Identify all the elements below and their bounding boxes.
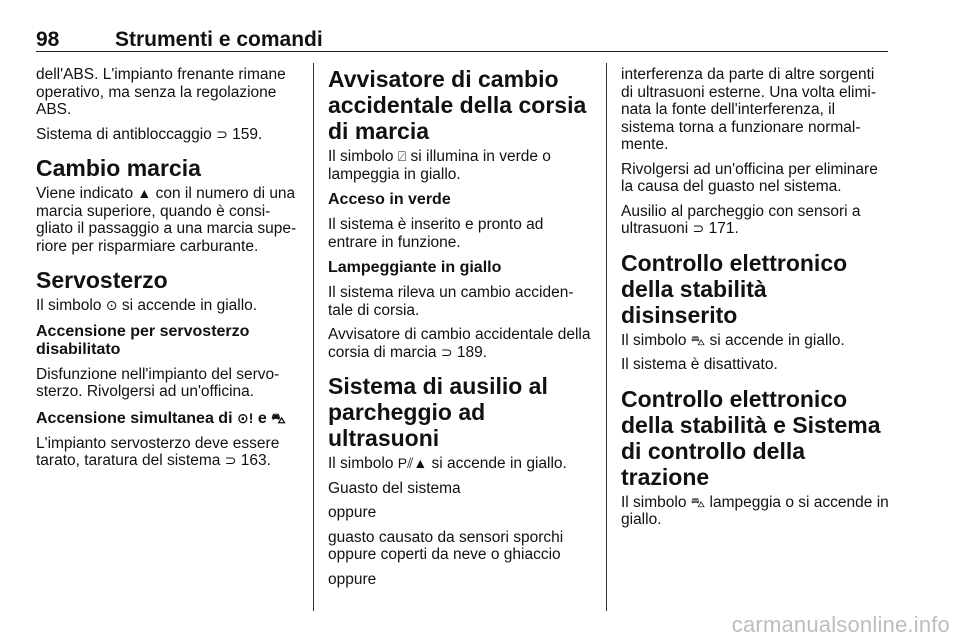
page-reference-link[interactable]: 163. xyxy=(240,452,271,469)
subheading: Accensione per servosterzo disabilitato xyxy=(36,322,250,358)
paragraph: Il sistema è inserito e pronto ad entrare in funzione. xyxy=(328,216,544,251)
section-heading: Controllo elettronico della stabilità disinserito xyxy=(621,249,848,328)
esc-icon: ⛍ xyxy=(271,409,286,426)
section-heading: Controllo elettronico della stabilità e Sistema di controllo della trazione xyxy=(621,385,881,490)
paragraph: L'impianto servosterzo deve essere tarato, taratura del sistema ⊃ 163. xyxy=(36,434,280,469)
subheading: Acceso in verde xyxy=(328,191,451,208)
page-header xyxy=(36,28,888,52)
lane-departure-icon: ⍁ xyxy=(397,148,407,164)
page-number: 98 xyxy=(36,28,60,51)
section-heading: Sistema di ausilio al parcheggio ad ultrasuoni xyxy=(328,373,548,451)
column-divider-2 xyxy=(606,63,607,611)
paragraph: Il simbolo P⫽▲ si accende in giallo. xyxy=(328,455,567,472)
steering-warning-icon: ⊙! xyxy=(236,409,254,426)
chapter-title: Strumenti e comandi xyxy=(115,28,323,51)
paragraph: Il simbolo ⊙ si accende in giallo. xyxy=(36,297,258,314)
esc-icon: ⛍ xyxy=(690,493,706,510)
paragraph: dell'ABS. L'impianto frenante rimane operativo, ma senza la regolazione ABS. xyxy=(36,66,286,118)
reference-arrow-icon: ⊃ xyxy=(692,220,705,236)
paragraph: guasto causato da sensori sporchi oppure coperti da neve o ghiaccio xyxy=(328,528,564,563)
page-reference-link[interactable]: 159. xyxy=(232,125,263,143)
paragraph: Viene indicato ▲ con il numero di una marcia superiore, quando è consi-gliato il passaggio a una marcia supe-riore per risparmiare carburante. xyxy=(36,185,297,255)
page-reference-link[interactable]: 171. xyxy=(708,220,739,237)
column-2 xyxy=(328,66,596,595)
paragraph: Rivolgersi ad un'officina per eliminare la causa del guasto nel sistema. xyxy=(621,160,878,195)
paragraph: oppure xyxy=(328,570,377,588)
watermark: carmanualsonline.info xyxy=(731,612,950,637)
subheading: Accensione simultanea di ⊙! e ⛍ xyxy=(36,409,286,427)
paragraph: Guasto del sistema xyxy=(328,479,461,497)
section-heading: Avvisatore di cambio accidentale della corsia di marcia xyxy=(328,66,587,144)
section-heading: Servosterzo xyxy=(36,267,168,293)
upshift-triangle-icon: ▲ xyxy=(137,185,152,201)
paragraph: oppure xyxy=(328,504,377,521)
paragraph: Il sistema è disattivato. xyxy=(621,356,778,373)
paragraph: Avvisatore di cambio accidentale della corsia di marcia ⊃ 189. xyxy=(328,326,591,361)
page-reference-link[interactable]: 189. xyxy=(456,343,488,361)
esc-off-icon: ⛍ xyxy=(690,331,706,348)
reference-arrow-icon: ⊃ xyxy=(224,452,237,468)
column-1 xyxy=(36,66,304,477)
section-heading: Cambio marcia xyxy=(36,155,201,181)
paragraph: Il sistema rileva un cambio acciden-tale di corsia. xyxy=(328,284,574,319)
header-rule xyxy=(36,51,888,52)
paragraph: Sistema di antibloccaggio ⊃ 159. xyxy=(36,125,263,143)
column-3 xyxy=(621,66,889,536)
subheading: Lampeggiante in giallo xyxy=(328,259,502,276)
paragraph: Ausilio al parcheggio con sensori a ultrasuoni ⊃ 171. xyxy=(621,202,861,237)
reference-arrow-icon: ⊃ xyxy=(440,343,453,360)
reference-arrow-icon: ⊃ xyxy=(216,125,228,142)
steering-wheel-icon: ⊙ xyxy=(105,297,118,313)
column-divider-1 xyxy=(313,63,314,611)
paragraph: Il simbolo ⛍ lampeggia o si accende in giallo. xyxy=(621,493,889,528)
paragraph: Il simbolo ⍁ si illumina in verde o lampeggia in giallo. xyxy=(328,148,551,183)
paragraph: interferenza da parte di altre sorgenti di ultrasuoni esterne. Una volta elimi-nata la fonte dell'interferenza, il sistema torna a funzionare normal-mente. xyxy=(621,66,877,153)
parking-sensor-icon: P⫽▲ xyxy=(397,455,428,471)
paragraph: Il simbolo ⛍ si accende in giallo. xyxy=(621,331,845,349)
paragraph: Disfunzione nell'impianto del servo-sterzo. Rivolgersi ad un'officina. xyxy=(36,365,280,400)
